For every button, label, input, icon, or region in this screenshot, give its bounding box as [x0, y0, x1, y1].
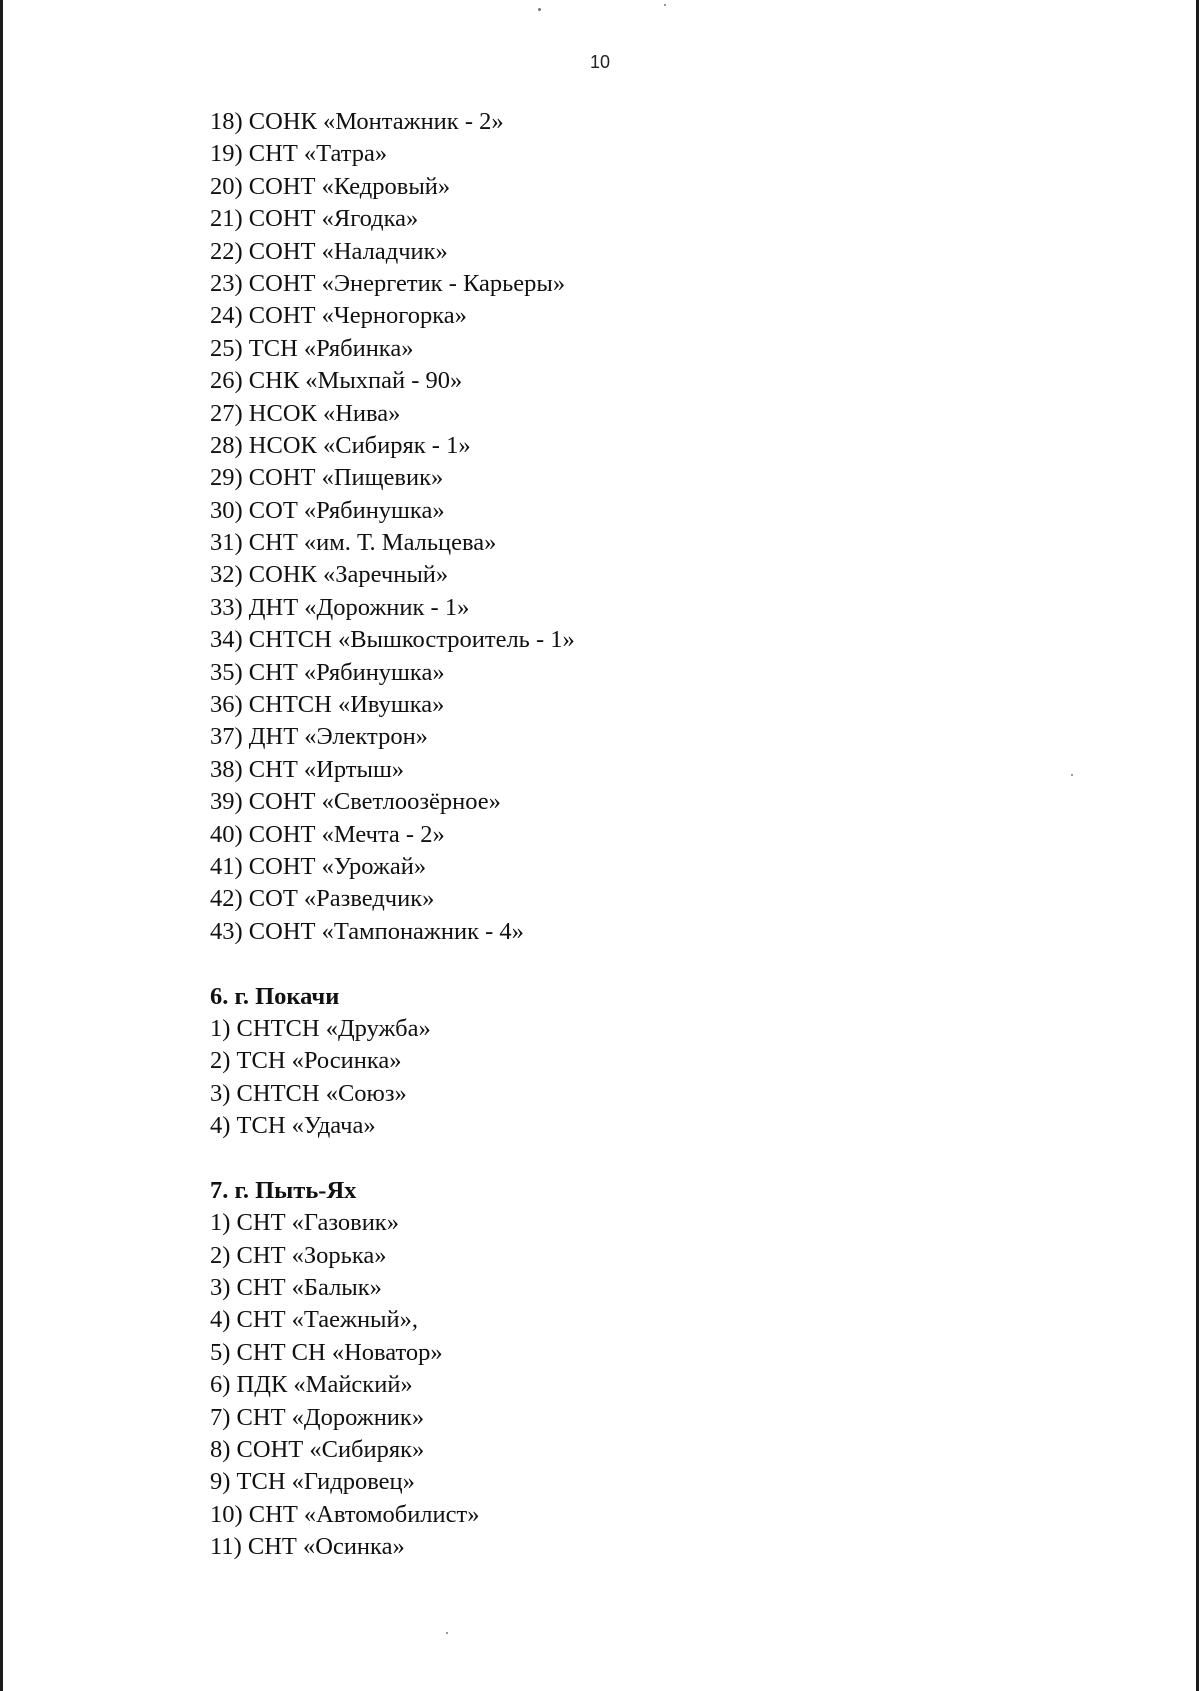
list-item: 19) СНТ «Татра» — [210, 140, 388, 168]
list-item: 2) ТСН «Росинка» — [210, 1047, 402, 1075]
list-section-7 — [210, 1175, 970, 1564]
list-item: 29) СОНТ «Пищевик» — [210, 464, 444, 492]
list-item: 30) СОТ «Рябинушка» — [210, 496, 445, 524]
list-item: 8) СОНТ «Сибиряк» — [210, 1436, 425, 1464]
list-item: 10) СНТ «Автомобилист» — [210, 1500, 480, 1528]
list-item: 28) НСОК «Сибиряк - 1» — [210, 431, 471, 459]
list-item: 4) СНТ «Таежный», — [210, 1306, 418, 1334]
scan-edge-left — [0, 0, 3, 1691]
scan-speck — [664, 4, 666, 6]
list-item: 1) СНТСН «Дружба» — [210, 1014, 431, 1042]
list-item: 31) СНТ «им. Т. Мальцева» — [210, 529, 497, 557]
list-item: 40) СОНТ «Мечта - 2» — [210, 820, 445, 848]
document-body — [210, 106, 970, 1564]
list-item: 4) ТСН «Удача» — [210, 1112, 376, 1140]
list-item: 34) СНТСН «Вышкостроитель - 1» — [210, 626, 575, 654]
page-number: 10 — [589, 52, 611, 72]
list-item: 6) ПДК «Майский» — [210, 1371, 413, 1399]
section-spacer — [210, 948, 970, 980]
list-item: 9) ТСН «Гидровец» — [210, 1468, 415, 1496]
list-item: 41) СОНТ «Урожай» — [210, 852, 427, 880]
scan-speck — [446, 1632, 448, 1634]
list-item: 18) СОНК «Монтажник - 2» — [210, 108, 504, 135]
list-item: 37) ДНТ «Электрон» — [210, 723, 428, 751]
section-heading: 6. г. Покачи — [210, 982, 340, 1010]
list-item: 3) СНТСН «Союз» — [210, 1079, 407, 1107]
list-item: 5) СНТ СН «Новатор» — [210, 1338, 443, 1366]
list-item: 7) СНТ «Дорожник» — [210, 1403, 425, 1431]
list-item: 21) СОНТ «Ягодка» — [210, 205, 419, 233]
list-item: 26) СНК «Мыхпай - 90» — [210, 367, 463, 395]
list-item: 27) НСОК «Нива» — [210, 399, 401, 427]
scan-edge-right — [1196, 0, 1199, 1691]
list-item: 38) СНТ «Иртыш» — [210, 755, 405, 783]
list-item: 3) СНТ «Балык» — [210, 1274, 382, 1302]
scan-speck — [538, 8, 541, 11]
list-section-5-continued — [210, 106, 970, 948]
list-item: 42) СОТ «Разведчик» — [210, 885, 435, 913]
list-item: 2) СНТ «Зорька» — [210, 1241, 387, 1269]
list-item: 35) СНТ «Рябинушка» — [210, 658, 445, 686]
list-section-6 — [210, 981, 970, 1143]
list-item: 23) СОНТ «Энергетик - Карьеры» — [210, 269, 566, 297]
list-item: 24) СОНТ «Черногорка» — [210, 302, 467, 330]
section-heading: 7. г. Пыть-Ях — [210, 1176, 357, 1204]
list-item: 1) СНТ «Газовик» — [210, 1209, 399, 1237]
list-item: 20) СОНТ «Кедровый» — [210, 172, 451, 200]
list-item: 11) СНТ «Осинка» — [210, 1533, 405, 1561]
list-item: 33) ДНТ «Дорожник - 1» — [210, 593, 470, 621]
list-item: 25) ТСН «Рябинка» — [210, 334, 414, 362]
scan-speck — [1071, 774, 1073, 776]
list-item: 39) СОНТ «Светлоозёрное» — [210, 788, 501, 816]
list-item: 22) СОНТ «Наладчик» — [210, 237, 448, 265]
section-spacer — [210, 1143, 970, 1175]
list-item: 43) СОНТ «Тампонажник - 4» — [210, 917, 524, 945]
list-item: 32) СОНК «Заречный» — [210, 561, 449, 589]
list-item: 36) СНТСН «Ивушка» — [210, 691, 445, 719]
